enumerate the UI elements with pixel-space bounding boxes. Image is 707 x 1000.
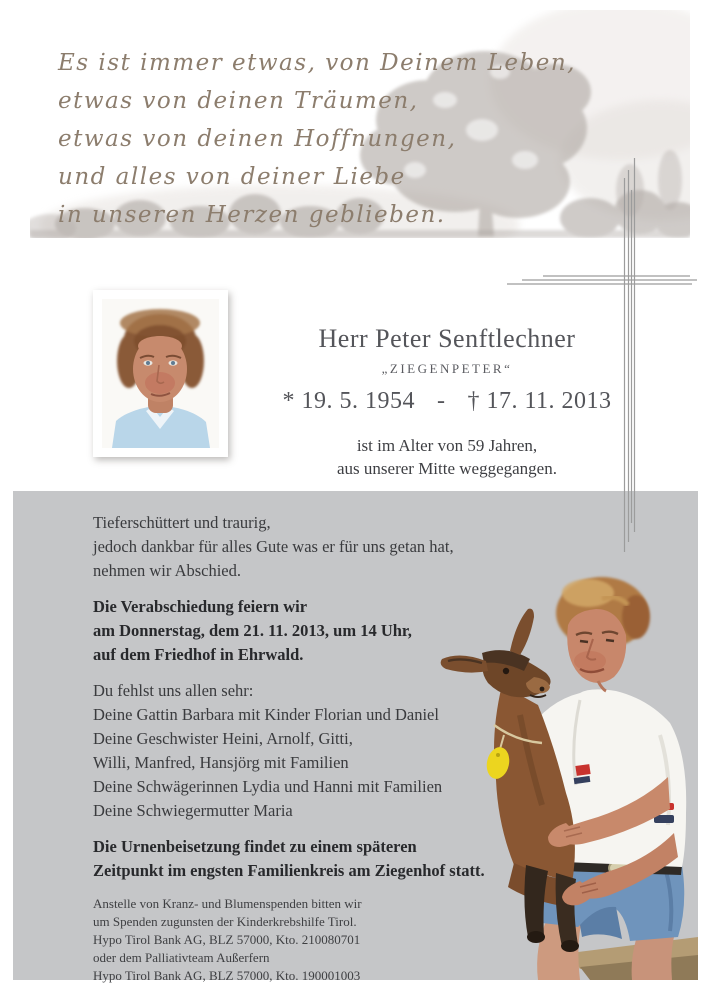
death-date: † 17. 11. 2013 <box>467 388 612 414</box>
announcement-panel <box>13 491 698 983</box>
deceased-nickname: „ZIEGENPETER“ <box>381 361 513 376</box>
text-line: Willi, Manfred, Hansjörg mit Familien <box>93 753 349 772</box>
quote-line: Es ist immer etwas, von Deinem Leben, <box>58 50 576 76</box>
quote-line: etwas von deinen Träumen, <box>58 88 419 114</box>
age-statement: ist im Alter von 59 Jahren, aus unserer Mitte weggegangen. <box>337 436 557 478</box>
text-line: Die Verabschiedung feiern wir <box>93 597 308 616</box>
text-line: oder dem Palliativteam Außerfern <box>93 950 270 965</box>
memorial-quote <box>58 44 576 234</box>
man-with-goat-photo <box>430 565 698 980</box>
text-line: Du fehlst uns allen sehr: <box>93 681 254 700</box>
text-line: Deine Schwägerinnen Lydia und Hanni mit Familien <box>93 777 443 796</box>
text-line: Tieferschüttert und traurig, <box>93 513 271 532</box>
text-line: Hypo Tirol Bank AG, BLZ 57000, Kto. 190001003 <box>93 968 361 983</box>
deceased-name: Herr Peter Senftlechner <box>318 324 576 353</box>
deceased-header <box>252 324 642 480</box>
text-line: nehmen wir Abschied. <box>93 561 242 580</box>
text-line: Deine Gattin Barbara mit Kinder Florian und Daniel <box>93 705 439 724</box>
text-line: auf dem Friedhof in Ehrwald. <box>93 645 304 664</box>
text-line: Zeitpunkt im engsten Familienkreis am Ziegenhof statt. <box>93 861 485 880</box>
dates-separator: - <box>436 388 446 414</box>
quote-line: und alles von deiner Liebe <box>58 164 406 190</box>
text-line: um Spenden zugunsten der Kinderkrebshilfe Tirol. <box>93 914 357 929</box>
text-line: Hypo Tirol Bank AG, BLZ 57000, Kto. 210080701 <box>93 932 361 947</box>
text-line: Deine Geschwister Heini, Arnolf, Gitti, <box>93 729 353 748</box>
quote-line: in unseren Herzen geblieben. <box>58 202 446 228</box>
birth-date: * 19. 5. 1954 <box>282 388 415 414</box>
portrait-photo <box>93 290 228 457</box>
quote-line: etwas von deinen Hoffnungen, <box>58 126 457 152</box>
text-line: Anstelle von Kranz- und Blumenspenden bitten wir <box>93 896 362 911</box>
text-line: am Donnerstag, dem 21. 11. 2013, um 14 Uhr, <box>93 621 412 640</box>
life-dates <box>252 388 642 415</box>
text-line: Die Urnenbeisetzung findet zu einem späteren <box>93 837 417 856</box>
text-line: Deine Schwiegermutter Maria <box>93 801 293 820</box>
text-line: jedoch dankbar für alles Gute was er für uns getan hat, <box>93 537 454 556</box>
